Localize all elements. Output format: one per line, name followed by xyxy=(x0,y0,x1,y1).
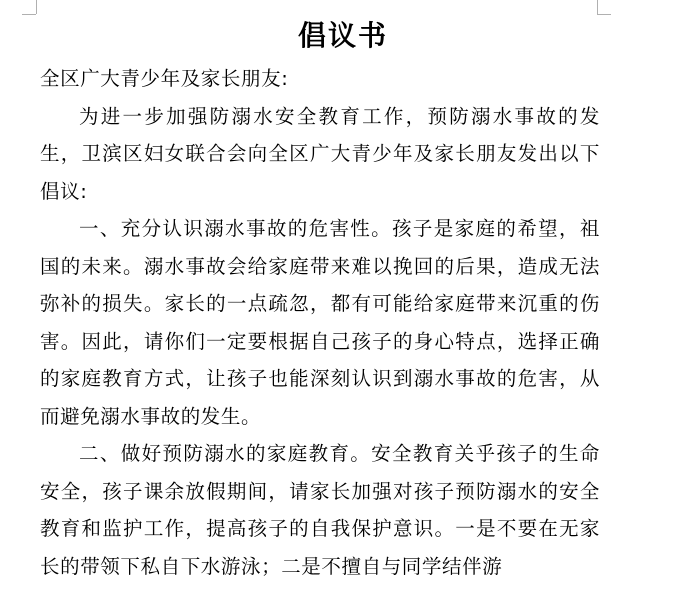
paragraph-point-one: 一、充分认识溺水事故的危害性。孩子是家庭的希望，祖国的未来。溺水事故会给家庭带来难以挽回的后果，造成无法弥补的损失。家长的一点疏忽，都有可能给家庭带来沉重的伤害。因此，请你们一定要根据自己孩子的身心特点，选择正确的家庭教育方式，让孩子也能深刻认识到溺水事故的危害，从而避免溺水事故的发生。 xyxy=(40,217,600,428)
paragraph-point-two: 二、做好预防溺水的家庭教育。安全教育关乎孩子的生命安全，孩子课余放假期间，请家长加强对孩子预防溺水的安全教育和监护工作，提高孩子的自我保护意识。一是不要在无家长的带领下私自下水游泳；二是不擅自与同学结伴游 xyxy=(40,442,600,578)
margin-marker-top-right xyxy=(597,0,598,14)
paragraph-intro: 为进一步加强防溺水安全教育工作，预防溺水事故的发生，卫滨区妇女联合会向全区广大青少年及家长朋友发出以下倡议: xyxy=(40,104,600,203)
margin-marker-top-left-h xyxy=(22,14,36,15)
salutation: 全区广大青少年及家长朋友: xyxy=(40,67,289,90)
document-body xyxy=(40,60,600,585)
margin-marker-top-left xyxy=(36,0,37,14)
margin-marker-top-right-h xyxy=(597,14,611,15)
document-title: 倡议书 xyxy=(297,19,388,52)
